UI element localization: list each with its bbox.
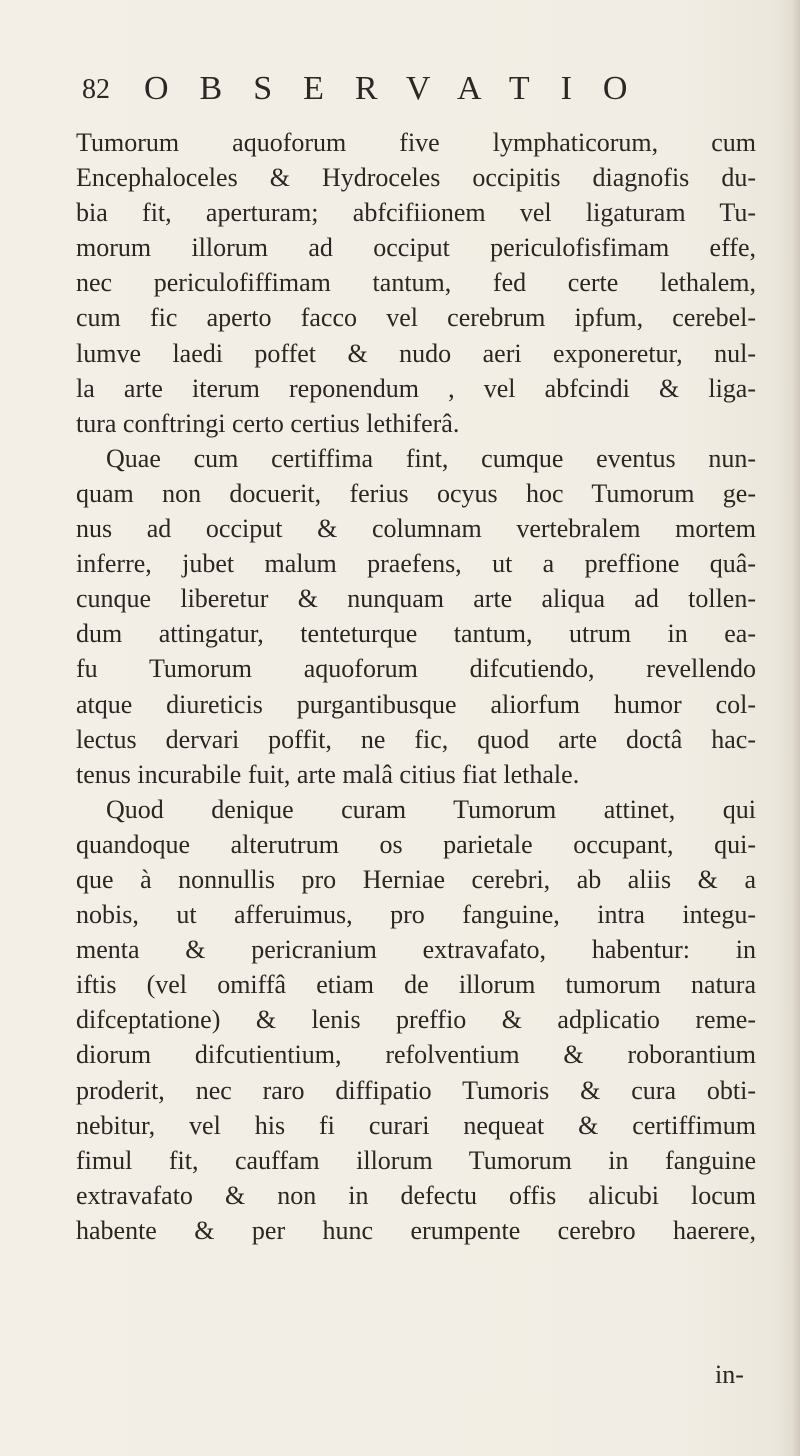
text-line: lumve laedi poffet & nudo aeri exponeretur, nul- (76, 338, 756, 368)
text-line: bia fit, aperturam; abfcifiionem vel ligaturam Tu- (76, 198, 756, 228)
text-line: Quod denique curam Tumorum attinet, qui (106, 794, 756, 824)
page-number: 82 (82, 74, 110, 105)
page-edge (792, 0, 800, 1456)
text-line: cum fic aperto facco vel cerebrum ipfum, cerebel- (76, 303, 756, 333)
text-line: menta & pericranium extravafato, habentur: in (76, 935, 756, 965)
text-line: habente & per hunc erumpente cerebro haerere, (76, 1215, 756, 1245)
text-line: Tumorum aquoforum five lymphaticorum, cum (76, 128, 756, 157)
text-line: tura conftringi certo certius lethiferâ. (76, 408, 460, 438)
text-line: dum attingatur, tenteturque tantum, utrum in ea- (76, 619, 756, 649)
text-line: tenus incurabile fuit, arte malâ citius fiat lethale. (76, 759, 580, 789)
text-line: atque diureticis purgantibusque aliorfum humor col- (76, 689, 756, 719)
text-line: quandoque alterutrum os parietale occupant, qui- (76, 829, 756, 859)
text-line: proderit, nec raro diffipatio Tumoris & cura obti- (76, 1075, 756, 1105)
text-line: la arte iterum reponendum , vel abfcindi & liga- (76, 373, 756, 403)
text-line: cunque liberetur & nunquam arte aliqua ad tollen- (76, 584, 756, 614)
text-line: Quae cum certiffima fint, cumque eventus nun- (106, 443, 756, 473)
text-line: nec periculofiffimam tantum, fed certe lethalem, (76, 268, 756, 298)
body-text (76, 125, 756, 1248)
text-line: Encephaloceles & Hydroceles occipitis diagnofis du- (76, 163, 756, 193)
text-line: nobis, ut afferuimus, pro fanguine, intra integu- (76, 900, 756, 930)
text-line: fimul fit, cauffam illorum Tumorum in fanguine (76, 1145, 756, 1175)
page-header (82, 70, 702, 120)
text-line: iftis (vel omiffâ etiam de illorum tumorum natura (76, 970, 756, 1000)
text-line: nus ad occiput & columnam vertebralem mortem (76, 514, 756, 544)
catchword: in- (715, 1360, 744, 1389)
text-line: lectus dervari poffit, ne fic, quod arte doctâ hac- (76, 724, 756, 754)
text-line: diorum difcutientium, refolventium & roborantium (76, 1040, 756, 1070)
text-line: fu Tumorum aquoforum difcutiendo, revellendo (76, 654, 756, 684)
text-line: difceptatione) & lenis preffio & adplicatio reme- (76, 1005, 756, 1035)
running-title: OBSERVATIO (144, 70, 659, 107)
text-line: inferre, jubet malum praefens, ut a preffione quâ- (76, 549, 756, 579)
text-line: morum illorum ad occiput periculofisfimam effe, (76, 233, 756, 263)
text-line: que à nonnullis pro Herniae cerebri, ab aliis & a (76, 864, 756, 894)
text-line: nebitur, vel his fi curari nequeat & certiffimum (76, 1110, 756, 1140)
text-line: extravafato & non in defectu offis alicubi locum (76, 1180, 756, 1210)
text-line: quam non docuerit, ferius ocyus hoc Tumorum ge- (76, 478, 756, 508)
